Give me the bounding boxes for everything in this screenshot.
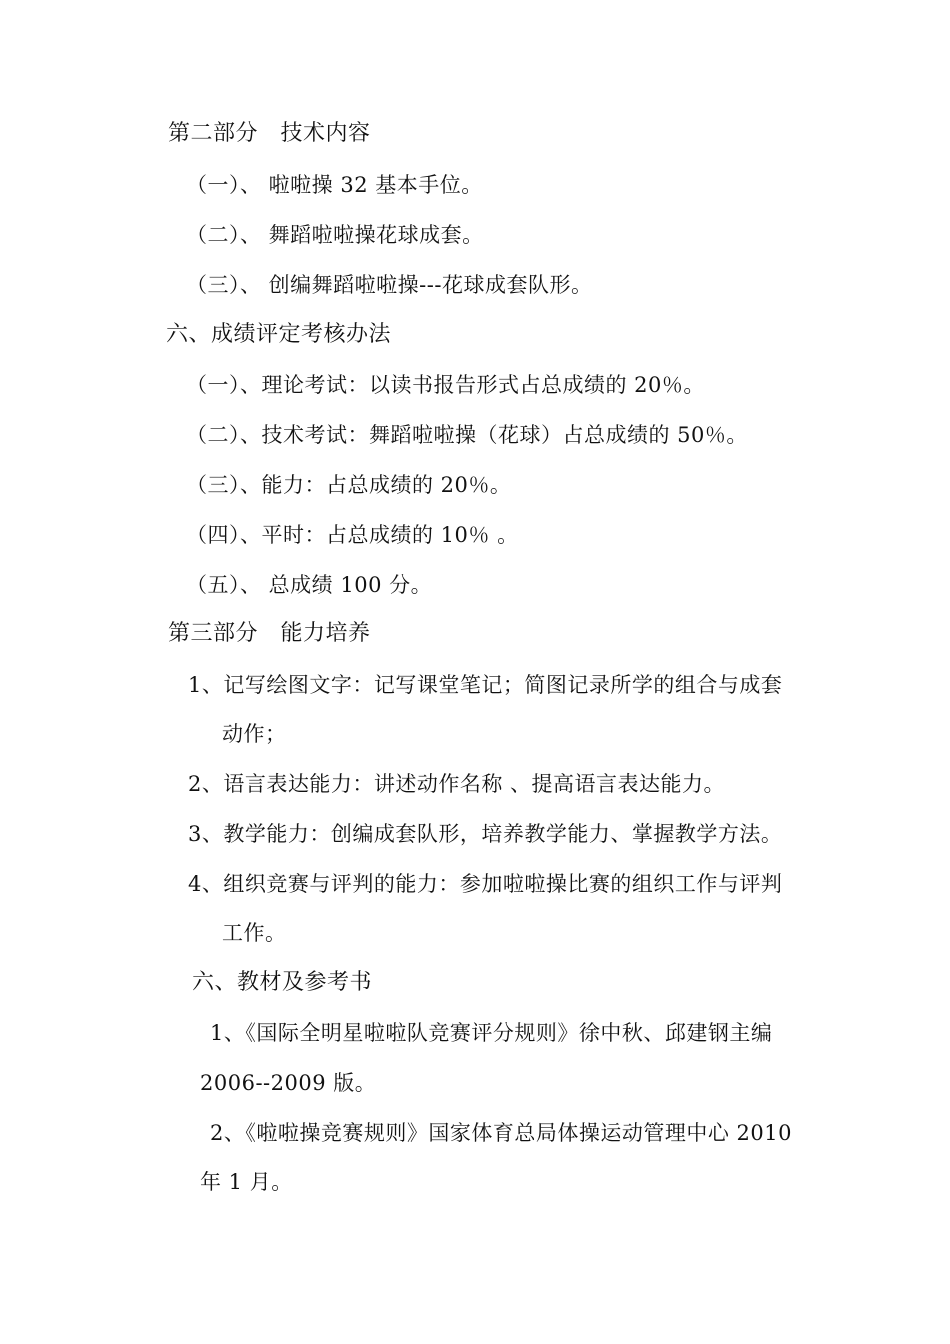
list-item: 1、《国际全明星啦啦队竞赛评分规则》徐中秋、邱建钢主编 <box>210 1021 773 1045</box>
list-item: 3、教学能力：创编成套队形，培养教学能力、掌握教学方法。 <box>188 822 783 846</box>
list-item: （二）、技术考试：舞蹈啦啦操（花球）占总成绩的 50％。 <box>186 423 748 447</box>
list-item: （二）、 舞蹈啦啦操花球成套。 <box>186 223 484 247</box>
list-item: （三）、 创编舞蹈啦啦操---花球成套队形。 <box>186 273 593 297</box>
list-item-continuation: 年 1 月。 <box>200 1170 293 1194</box>
list-item-continuation: 工作。 <box>222 921 287 945</box>
list-item: 1、记写绘图文字：记写课堂笔记；简图记录所学的组合与成套 <box>188 673 783 697</box>
section-heading-textbooks: 六、教材及参考书 <box>192 970 373 995</box>
list-item: （一）、理论考试：以读书报告形式占总成绩的 20％。 <box>186 373 705 397</box>
section-heading-grading: 六、成绩评定考核办法 <box>166 322 392 347</box>
list-item: （五）、 总成绩 100 分。 <box>186 573 433 597</box>
section-heading-ability-training: 第三部分 能力培养 <box>168 621 371 646</box>
list-item: 2、语言表达能力：讲述动作名称 、提高语言表达能力。 <box>188 772 726 796</box>
list-item-continuation: 动作； <box>222 722 287 746</box>
list-item-continuation: 2006--2009 版。 <box>200 1071 377 1095</box>
list-item: （三）、能力：占总成绩的 20％。 <box>186 473 512 497</box>
list-item: （一）、 啦啦操 32 基本手位。 <box>186 173 483 197</box>
list-item: 4、组织竞赛与评判的能力：参加啦啦操比赛的组织工作与评判 <box>188 872 783 896</box>
list-item: （四）、平时：占总成绩的 10％ 。 <box>186 523 519 547</box>
list-item: 2、《啦啦操竞赛规则》国家体育总局体操运动管理中心 2010 <box>210 1121 792 1145</box>
section-heading-technical-content: 第二部分 技术内容 <box>168 121 371 146</box>
